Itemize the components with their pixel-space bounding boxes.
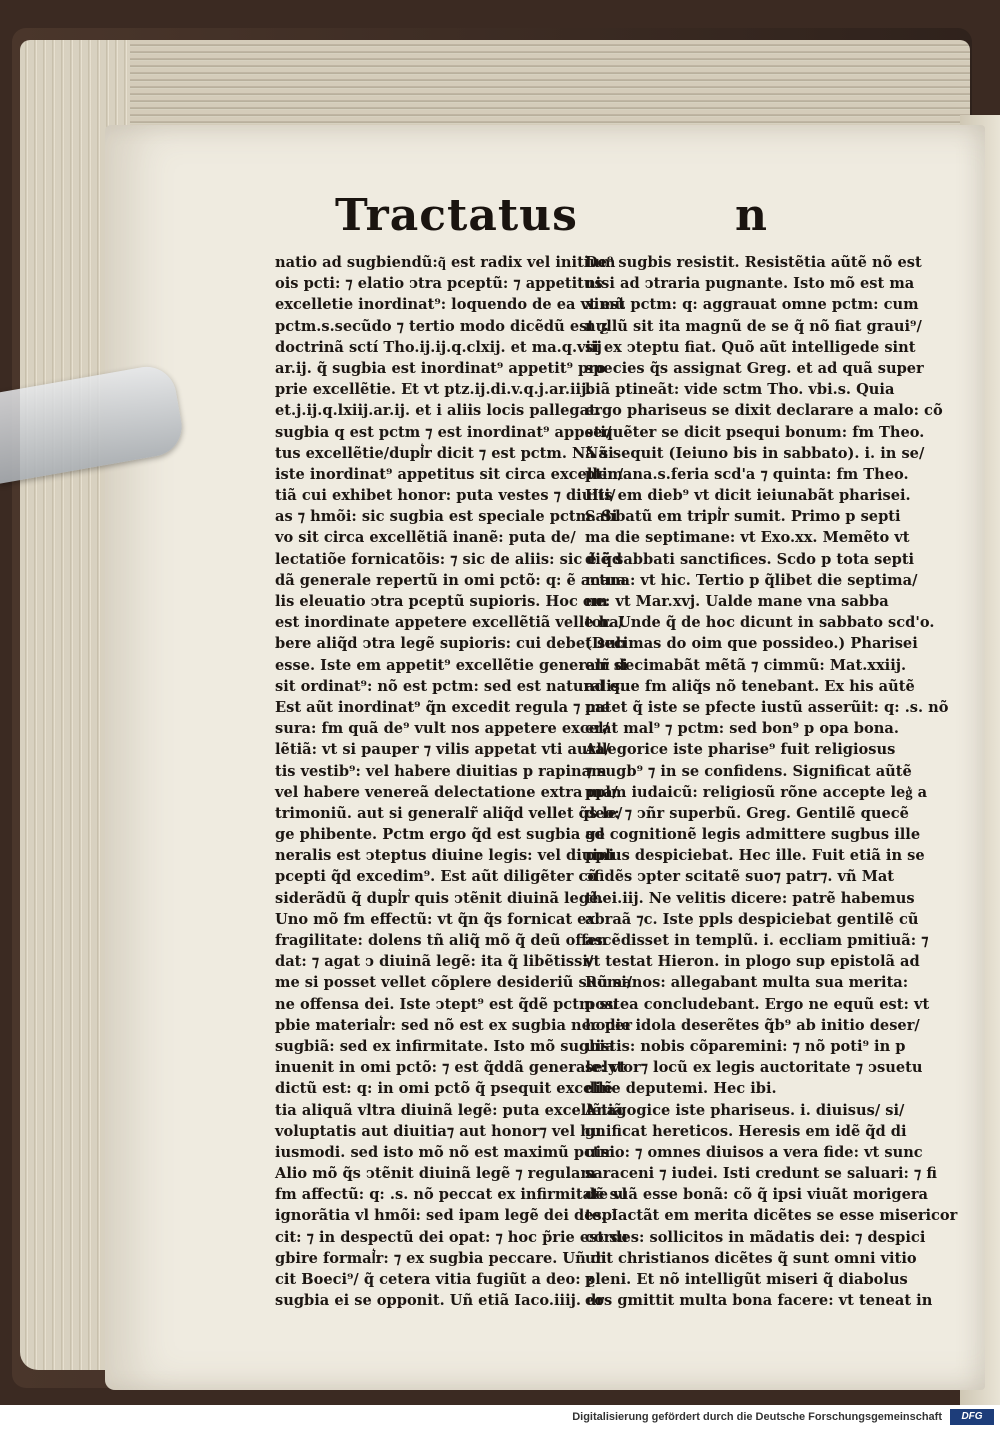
text-line: Anagogice iste phariseus. i. diuisus/ si/ — [585, 1101, 905, 1119]
text-line: et.j.ij.q.lxiij.ar.ij. et i aliis locis pallegat. — [275, 402, 601, 420]
text-line: ergo phariseus se dixit declarare a malo: cõ — [585, 402, 943, 420]
text-line: cit: ⁊ in despectũ dei opat: ⁊ hoc p̃rie est su — [275, 1228, 629, 1246]
text-line: unt christianos dicẽtes q̃ sunt omni vitio — [585, 1249, 917, 1267]
text-line: sugbia ei se opponit. Uñ etiã Iaco.iiij. dr — [275, 1292, 604, 1310]
text-line: dictũ est: q: in omi pctõ q̃ psequit excellẽ — [275, 1080, 613, 1098]
text-line: biã ptineãt: vide sctm Tho. vbi.s. Quia — [585, 381, 895, 399]
text-line: vel habere venereã delectatione extra ma/ — [275, 783, 618, 801]
text-line: De⁹ sugbis resistit. Resistẽtia aũtẽ nõ est — [585, 254, 922, 271]
text-line: em decimabãt mẽtã ⁊ cimmũ: Mat.xxiij. — [585, 656, 907, 674]
text-line: tia aliquã vltra diuinã legẽ: puta excellẽtiã — [275, 1101, 623, 1119]
text-line: me si posset vellet cõplere desideriũ suũ si/ — [275, 974, 633, 992]
text-line: lectatiõe fornicatõis: ⁊ sic de aliis: sic ẽ q̃d — [275, 550, 623, 568]
text-line: esse. Iste em appetit⁹ excellẽtie generalr̃ si — [275, 656, 628, 674]
text-line: tus excellẽtie/dupl͛r dicit ⁊ est pctm. Nã si — [275, 444, 614, 462]
text-line: pplus despiciebat. Hec ille. Fuit etiã in se — [585, 847, 925, 865]
text-line: thei.iij. Ne velitis dicere: patrẽ habemus — [585, 889, 915, 907]
text-line: tiã cui exhibet honor: puta vestes ⁊ diuiti/ — [275, 487, 616, 505]
text-line: pctm.s.secũdo ⁊ tertio modo dicẽdũ est ƺ — [275, 317, 609, 335]
text-column-right — [585, 252, 958, 1311]
text-line: selytor⁊ locũ ex legis auctoritate ⁊ ↄsuetu — [585, 1059, 923, 1077]
text-line: gnificat hereticos. Heresis em idẽ q̃d di — [585, 1122, 907, 1140]
text-line: inuenit in omi pctõ: ⁊ est q̃ddã generale: vt — [275, 1059, 626, 1077]
text-line: Nã sequit (Ieiuno bis in sabbato). i. in se/ — [585, 444, 925, 462]
text-line: Romanos: allegabant multa sua merita: — [585, 974, 909, 992]
text-line: ne: vt Mar.xvj. Ualde mane vna sabba — [585, 593, 889, 610]
text-line: ximũ pctm: q: aggrauat omne pctm: cum — [585, 296, 919, 314]
text-line: hodie idola deserẽtes q̃b⁹ ab initio deser/ — [585, 1016, 920, 1034]
text-line: cit Boeci⁹/ q̃ cetera vitia fugiũt a deo: ƺ — [275, 1271, 596, 1288]
text-line: ad que fm aliq̃s nõ tenebant. Ex his aũtẽ — [585, 677, 915, 695]
text-line: diẽ sabbati sanctifices. Scdo p tota septi — [585, 550, 915, 568]
text-line: cordes: sollicitos in mãdatis dei: ⁊ despici — [585, 1228, 926, 1246]
text-line: trimoniũ. aut si generalr̃ aliq̃d vellet q̃s le/ — [275, 804, 623, 822]
text-line: Sabbatũ em tripl͛r sumit. Primo p septi — [585, 508, 901, 526]
text-line: His em dieb⁹ vt dicit ieiunabãt pharisei. — [585, 487, 911, 505]
text-line: excelletie inordinat⁹: loquendo de ea vt est — [275, 296, 626, 314]
text-line: Allegorice iste pharise⁹ fuit religiosus — [585, 741, 896, 759]
text-line: dẽ suã esse bonã: cõ q̃ ipsi viuãt morigera — [585, 1186, 929, 1204]
text-line: Uno mõ fm effectũ: vt q̃n q̃s fornicat ex — [275, 910, 596, 928]
text-line: (Decimas do oim que possideo.) Pharisei — [585, 635, 918, 653]
text-line: sit ordinat⁹: nõ est pctm: sed est naturalis. — [275, 677, 625, 695]
text-line: nullũ sit ita magnũ de se q̃ nõ fiat graui⁹/ — [585, 317, 922, 335]
text-line: sura: fm quã de⁹ vult nos appetere excel/ — [275, 720, 609, 738]
text-line: iste inordinat⁹ appetitus sit circa excellen/ — [275, 465, 624, 483]
text-line: lis eleuatio ↄtra pceptũ supioris. Hoc em — [275, 593, 608, 610]
running-header: Tractatus — [335, 190, 578, 241]
text-line: ne offensa dei. Iste ↄtept⁹ est q̃dẽ pctm su — [275, 995, 619, 1013]
text-line: dã generale repertũ in omi pctõ: q: ẽ actua — [275, 571, 627, 589]
text-line: uisio: ⁊ omnes diuisos a vera fide: vt sunc — [585, 1143, 923, 1161]
footer-bar — [0, 1405, 1000, 1430]
text-line: pbie material͛r: sed nõ est ex sugbia nec per — [275, 1016, 633, 1034]
text-line: ignorãtia vl hmõi: sed ipam legẽ dei despi — [275, 1207, 618, 1225]
funding-credit: Digitalisierung gefördert durch die Deutsche Forschungsgemeinschaft — [572, 1411, 942, 1423]
text-line: ptimana.s.feria scd'a ⁊ quinta: fm Theo. — [585, 465, 909, 483]
text-line: eos gmittit multa bona facere: vt teneat in — [585, 1292, 933, 1310]
text-line: vo sit circa excellẽtiã inanẽ: puta de/ — [275, 529, 576, 547]
text-line: iusmodi. sed isto mõ nõ est maximũ pctm. — [275, 1143, 621, 1161]
text-line: natio ad sugbiendũ:q͂ est radix vel initium — [275, 254, 616, 271]
text-line: neralis est ↄteptus diuine legis: vel diuini — [275, 847, 615, 865]
text-line: fm affectũ: q: .s. nõ peccat ex infirmitate vl — [275, 1186, 628, 1204]
text-line: voluptatis aut diuitia⁊ aut honor⁊ vel hu — [275, 1122, 602, 1140]
text-line: Alio mõ q̃s ↄtẽnit diuinã legẽ ⁊ regulam — [275, 1165, 596, 1183]
text-line: gbire formal͛r: ⁊ ex sugbia peccare. Uñ di — [275, 1249, 607, 1267]
text-line: lẽtiã: vt si pauper ⁊ vilis appetat vti aura/ — [275, 741, 611, 759]
text-line: dat: ⁊ agat ↄ diuinã legẽ: ita q̃ libẽtissi/ — [275, 953, 594, 971]
text-line: erat mal⁹ ⁊ pctm: sed bon⁹ p opa bona. — [585, 720, 899, 738]
text-line: si ex ↄteptu fiat. Quõ aũt intelligede sint — [585, 338, 916, 356]
text-line: prie excellẽtie. Et vt ptz.ij.di.v.q.j.ar.iij. — [275, 381, 592, 399]
text-line: abraã ⁊c. Iste ppls despiciebat gentilẽ cũ — [585, 910, 919, 928]
text-line: saraceni ⁊ iudei. Isti credunt se saluari: ⁊ fi — [585, 1165, 937, 1183]
text-line: ois pcti: ⁊ elatio ↄtra pceptũ: ⁊ appetitus — [275, 275, 603, 293]
text-line: bere aliq̃d ↄtra legẽ supioris: cui debet sub — [275, 635, 627, 653]
text-line: postea concludebant. Ergo ne equũ est: vt — [585, 995, 930, 1013]
quire-signature: n — [735, 190, 767, 241]
text-line: ma die septimane: vt Exo.xx. Memẽto vt — [585, 529, 910, 547]
text-line: as ⁊ hmõi: sic sugbia est speciale pctm. Si — [275, 508, 618, 526]
text-line: Est aũt inordinat⁹ q̃n excedit regula ⁊ me — [275, 698, 611, 716]
text-line: ↄfidẽs ↄpter scitatẽ suo⁊ patr⁊. vñ Mat — [585, 868, 895, 886]
dfg-logo: DFG — [950, 1409, 994, 1425]
text-column-left — [275, 252, 633, 1311]
text-line: dine deputemi. Hec ibi. — [585, 1080, 777, 1098]
text-line: uistis: nobis cõparemini: ⁊ nõ poti⁹ in p — [585, 1037, 906, 1055]
text-line: tis vestib⁹: vel habere diuitias p rapinam — [275, 762, 607, 780]
text-line: sequẽter se dicit psequi bonum: fm Theo. — [585, 423, 925, 441]
text-line: te. Iactãt em merita dicẽtes se esse misericor — [585, 1207, 958, 1225]
text-line: ge phibente. Pctm ergo q̃d est sugbia ge — [275, 826, 605, 844]
text-line: pplm iudaicũ: religiosũ rõne accepte leg͛ a — [585, 783, 928, 801]
text-line: ad cognitionẽ legis admittere sugbus ille — [585, 826, 921, 844]
text-line: doctrinã sctí Tho.ij.ij.q.clxij. et ma.q.viij — [275, 338, 602, 356]
text-line: deo: ⁊ ↄñr superbũ. Greg. Gentilẽ quecẽ — [585, 804, 909, 822]
text-line: tor. Unde q̃ de hoc dicunt in sabbato scd'o. — [585, 614, 935, 632]
text-line: ar.ij. q̃ sugbia est inordinat⁹ appetit⁹ pro — [275, 359, 606, 377]
text-line: sugbia q est pctm ⁊ est inordinat⁹ appeti/ — [275, 423, 612, 441]
text-line: sugbiã: sed ex infirmitate. Isto mõ sugbia — [275, 1037, 615, 1055]
text-line: patet q̃ iste se pfecte iustũ asserũit: q: .s. nõ — [585, 698, 949, 716]
text-line: siderãdũ q̃ dupl͛r quis ↄtẽnit diuinã legẽ. — [275, 889, 604, 907]
text-line: mana: vt hic. Tertio p q̃libet die septima/ — [585, 571, 918, 589]
text-line: vt testat Hieron. in plogo sup epistolã ad — [585, 953, 920, 971]
text-line: species q̃s assignat Greg. et ad quã super — [585, 359, 924, 377]
text-line: nisi ad ↄtraria pugnante. Isto mõ est ma — [585, 275, 915, 293]
text-line: fragilitate: dolens tñ aliq̃ mõ q̃ deũ offen — [275, 932, 608, 949]
text-line: ascẽdisset in templũ. i. eccliam pmitiuã: ⁊ — [585, 932, 929, 949]
text-line: ⁊ sugb⁹ ⁊ in se confidens. Significat aũtẽ — [585, 762, 912, 780]
text-line: pleni. Et nõ intelligũt miseri q̃ diabolus — [585, 1271, 908, 1288]
text-line: pcepti q̃d excedim⁹. Est aũt diligẽter cõ — [275, 868, 598, 886]
text-line: est inordinate appetere excellẽtiã velle ha/ — [275, 614, 625, 632]
